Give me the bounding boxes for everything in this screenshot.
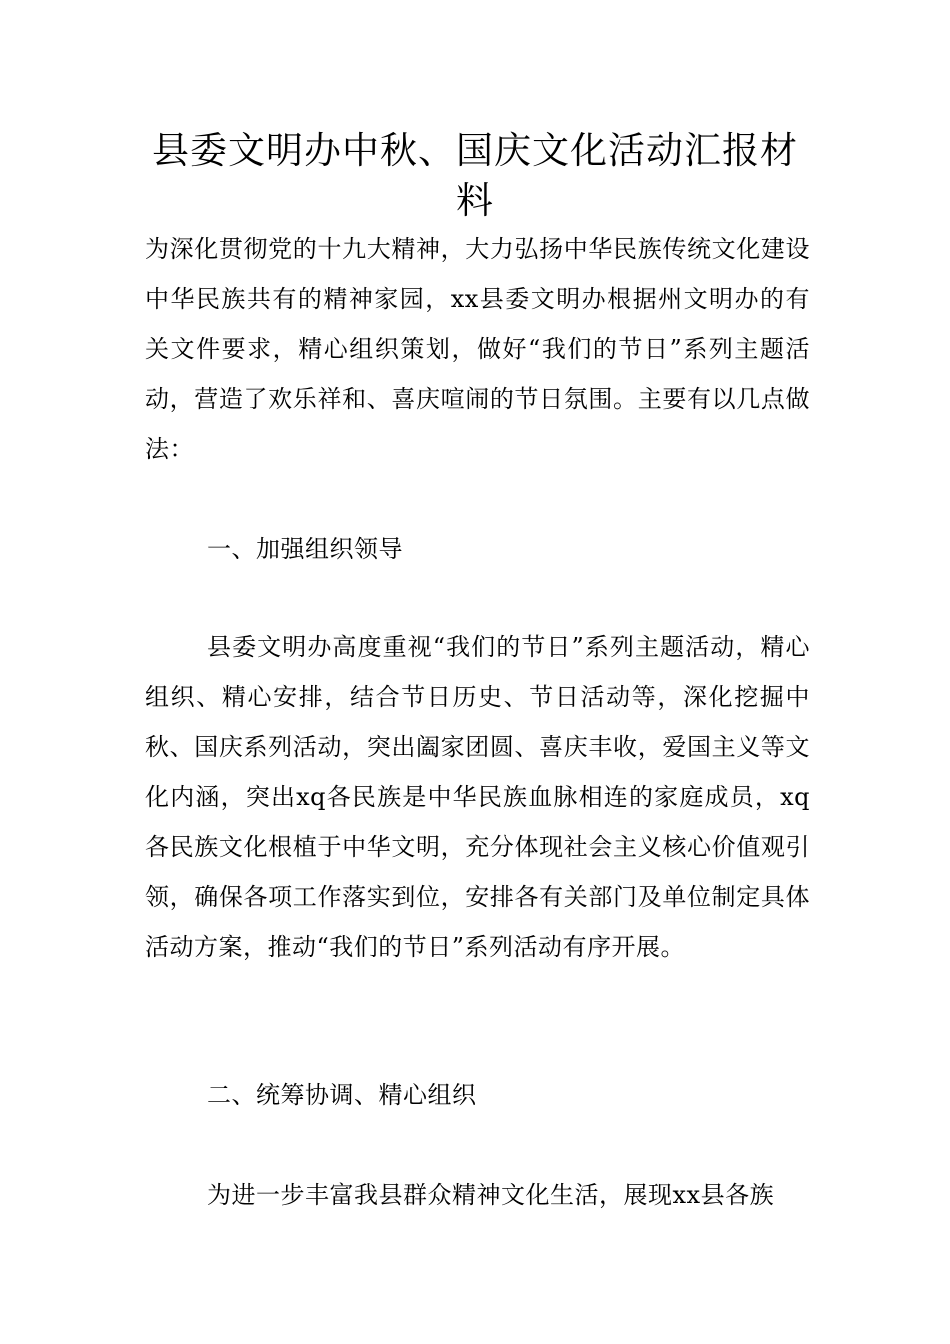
section-2-paragraph: 为进一步丰富我县群众精神文化生活，展现xx县各族: [207, 1181, 775, 1209]
intro-paragraph: 为深化贯彻党的十九大精神，大力弘扬中华民族传统文化建设中华民族共有的精神家园，xx县委文明办根据州文明办的有关文件要求，精心组织策划，做好“我们的节日”系列主题活动，营造了欢乐祥和、喜庆喧闹的节日氛围。主要有以几点做法：: [145, 235, 810, 463]
section-1-paragraph: 县委文明办高度重视“我们的节日”系列主题活动，精心组织、精心安排，结合节日历史、节日活动等，深化挖掘中秋、国庆系列活动，突出阖家团圆、喜庆丰收，爱国主义等文化内涵，突出xq各民族是中华民族血脉相连的家庭成员，xq各民族文化根植于中华文明，充分体现社会主义核心价值观引领，确保各项工作落实到位，安排各有关部门及单位制定具体活动方案，推动“我们的节日”系列活动有序开展。: [145, 633, 810, 961]
section-heading-1: 一、加强组织领导: [207, 535, 403, 563]
section-heading-2: 二、统筹协调、精心组织: [207, 1081, 477, 1109]
document-title: 县委文明办中秋、国庆文化活动汇报材料: [152, 129, 798, 222]
